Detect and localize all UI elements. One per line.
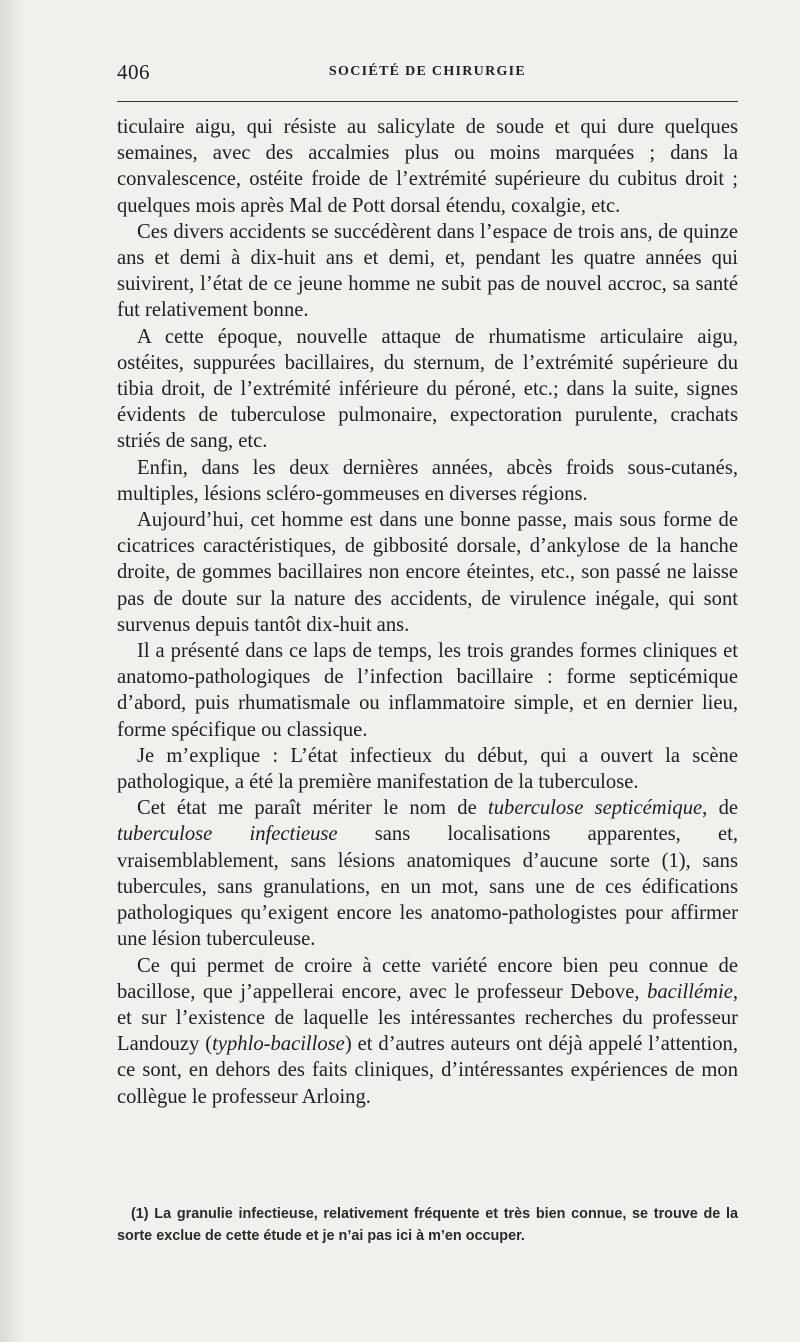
- paragraph-8-text-e: sans localisations apparentes, et, vraisemblablement, sans lésions anatomiques d’aucune sorte (1), sans tubercules, sans granulations, en un mot, sans une de ces édifications pathologiques qu’exigent encore les anatomo-pathologistes pour affirmer une lésion tuberculeuse.: [117, 823, 738, 951]
- paragraph-9-text-c: , et sur l’existence de laquelle les intéressantes recherches du professeur Landouzy (: [117, 980, 738, 1056]
- paragraph-7: Je m’explique : L’état infectieux du début, qui a ouvert la scène pathologique, a été la première manifestation de la tuberculose.: [117, 744, 738, 794]
- paragraph-1: ticulaire aigu, qui résiste au salicylate de soude et qui dure quelques semaines, avec des accalmies plus ou moins marquées ; dans la convalescence, ostéite froide de l’extrémité supérieure du cubitus droit ; quelques mois après Mal de Pott dorsal étendu, coxalgie, etc.: [117, 116, 738, 217]
- paragraph-9-text-a: Ce qui permet de croire à cette variété encore bien peu connue de bacillose, que j’appellerai encore, avec le professeur Debove,: [117, 954, 738, 1003]
- paragraph-9-text-e: ) et d’autres auteurs ont déjà appelé l’attention, ce sont, en dehors des faits cliniques, d’intéressantes expériences de mon collègue le professeur Arloing.: [117, 1033, 738, 1108]
- page-header: [117, 60, 738, 88]
- header-rule: [117, 101, 738, 102]
- paragraph-2: Ces divers accidents se succédèrent dans l’espace de trois ans, de quinze ans et demi à dix-huit ans et demi, et, pendant les quatre années qui suivirent, l’état de ce jeune homme ne subit pas de nouvel accroc, sa santé fut relativement bonne.: [117, 220, 738, 322]
- paragraph-8-italic-term-1: tuberculose septicémique: [488, 797, 703, 820]
- paragraph-4: Enfin, dans les deux dernières années, abcès froids sous-cutanés, multiples, lésions scléro-gommeuses en diverses régions.: [117, 456, 738, 505]
- running-title: SOCIÉTÉ DE CHIRURGIE: [328, 64, 527, 79]
- page-edge-shadow: [0, 0, 26, 1342]
- paragraph-5: Aujourd’hui, cet homme est dans une bonne passe, mais sous forme de cicatrices caractéristiques, de gibbosité dorsale, d’ankylose de la hanche droite, de gommes bacillaires non encore éteintes, etc., son passé ne laisse pas de doute sur la nature des accidents, de virulence inégale, qui sont survenus depuis tantôt dix-huit ans.: [117, 509, 738, 636]
- paragraph-9-italic-term-2: typhlo-bacillose: [212, 1033, 345, 1056]
- paragraph-8-text-a: Cet état me paraît mériter le nom de: [137, 797, 489, 820]
- paragraph-8-text-c: , de: [702, 797, 739, 820]
- paragraph-8: [117, 795, 738, 952]
- page-number: 406: [117, 60, 150, 84]
- paragraph-9-italic-term-1: bacillémie: [647, 980, 733, 1003]
- footnote: (1) La granulie infectieuse, relativement fréquente et très bien connue, se trouve de la sorte exclue de cette étude et je n’ai pas ici à m’en occuper.: [117, 1206, 738, 1244]
- paragraph-9: [117, 953, 738, 1110]
- paragraph-6: Il a présenté dans ce laps de temps, les trois grandes formes cliniques et anatomo-pathologiques de l’infection bacillaire : forme septicémique d’abord, puis rhumatismale ou inflammatoire simple, et en dernier lieu, forme spécifique ou classique.: [117, 640, 738, 741]
- paragraph-3: A cette époque, nouvelle attaque de rhumatisme articulaire aigu, ostéites, suppurées bacillaires, du sternum, de l’extrémité supérieure du tibia droit, de l’extrémité inférieure du péroné, etc.; dans la suite, signes évidents de tuberculose pulmonaire, expectoration purulente, crachats striés de sang, etc.: [117, 325, 738, 453]
- body-text: [117, 114, 738, 1110]
- paragraph-8-italic-term-2: tuberculose infectieuse: [117, 823, 338, 846]
